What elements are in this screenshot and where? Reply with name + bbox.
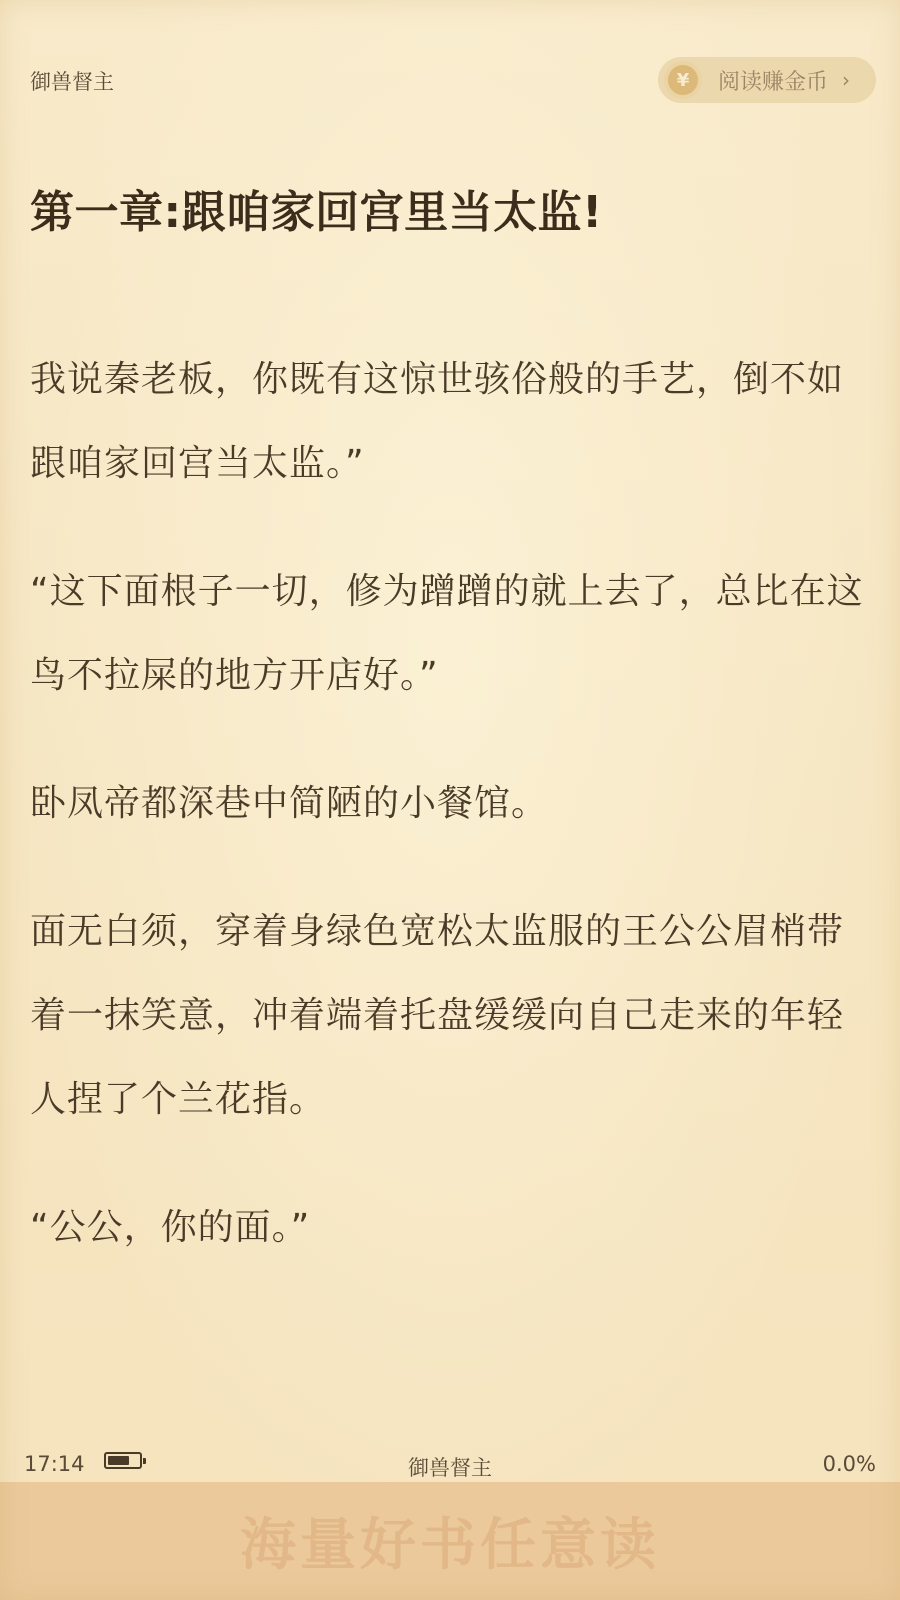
chapter-title: 第一章:跟咱家回宫里当太监! [30, 187, 603, 238]
clock-time: 17:14 [24, 1452, 85, 1476]
reading-progress: 0.0% [822, 1452, 876, 1476]
yen-coin-icon: ¥ [664, 61, 702, 99]
status-footer [0, 1446, 900, 1486]
promo-banner[interactable] [0, 1482, 900, 1600]
chapter-content[interactable] [30, 338, 870, 1314]
promo-banner-text: 海量好书任意读 [240, 1513, 660, 1578]
read-earn-coins-button[interactable] [658, 57, 876, 103]
paragraph: 卧凤帝都深巷中简陋的小餐馆。 [30, 783, 549, 824]
read-earn-coins-label: 阅读赚金币 [718, 69, 829, 95]
paragraph: 我说秦老板，你既有这惊世骇俗般的手艺，倒不如跟咱家回宫当太监。” [30, 359, 845, 484]
footer-book-name: 御兽督主 [408, 1456, 492, 1480]
paragraph: 面无白须，穿着身绿色宽松太监服的王公公眉梢带着一抹笑意，冲着端着托盘缓缓向自己走来的年轻人捏了个兰花指。 [30, 911, 845, 1120]
paragraph: “这下面根子一切，修为蹭蹭的就上去了，总比在这鸟不拉屎的地方开店好。” [30, 571, 864, 696]
chevron-right-icon: › [842, 68, 851, 92]
book-title-header: 御兽督主 [30, 70, 114, 94]
paragraph: “公公，你的面。” [30, 1207, 311, 1248]
